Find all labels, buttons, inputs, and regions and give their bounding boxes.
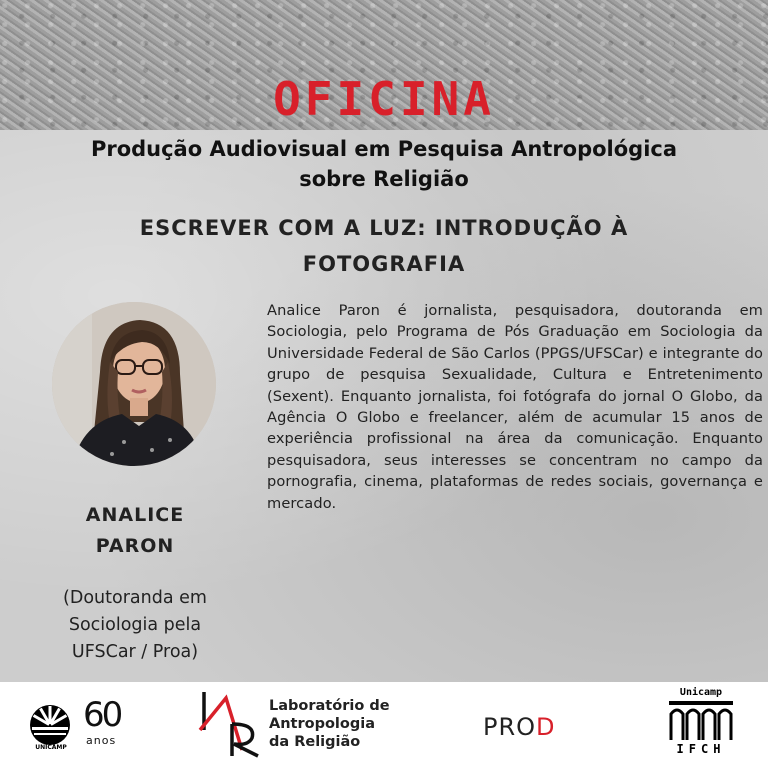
speaker-photo bbox=[52, 302, 216, 466]
proa-logo-prefix: PRO bbox=[483, 713, 537, 741]
lar-line-3: da Religião bbox=[269, 734, 361, 750]
workshop-title bbox=[60, 210, 708, 282]
ifch-arch-icon bbox=[668, 700, 734, 740]
speaker-affiliation bbox=[32, 585, 238, 666]
unicamp-logo-icon bbox=[28, 703, 72, 747]
ifch-label: IFCH bbox=[676, 742, 726, 756]
speaker-name-line-1: ANALICE bbox=[85, 504, 185, 526]
proa-logo bbox=[483, 713, 556, 741]
sixty-years-label: anos bbox=[86, 734, 117, 747]
unicamp-label: UNICAMP bbox=[35, 744, 67, 751]
page-title: OFICINA bbox=[273, 72, 495, 126]
lar-line-2: Antropologia bbox=[269, 716, 375, 732]
lar-logo-icon bbox=[196, 690, 266, 758]
speaker-bio: Analice Paron é jornalista, pesquisadora, doutoranda em Sociologia, pelo Programa de Pós Graduação em Sociologia da Universidade Federal de São Carlos (PPGS/UFSCar) e integrante do grupo de pesquisa Sexualidade, Cultura e Entretenimento (Sexent). Enquanto jornalista, foi fotógrafa do jornal O Globo, da Agência O Globo e freelancer, além de acumular 15 anos de experiência profissional na área da comunicação. Enquanto pesquisadora, seus interesses se concentram no campo da pornografia, cinema, plataformas de redes sociais, governança e mercado. bbox=[267, 302, 763, 512]
lar-line-1: Laboratório de bbox=[269, 698, 390, 714]
subtitle-line-1: Produção Audiovisual em Pesquisa Antropológica bbox=[90, 137, 678, 161]
proa-logo-suffix: D bbox=[536, 713, 556, 741]
event-subtitle bbox=[20, 134, 748, 194]
speaker-name-line-2: PARON bbox=[95, 535, 175, 557]
sixty-years-number: 60 bbox=[83, 695, 121, 735]
workshop-title-line-2: FOTOGRAFIA bbox=[302, 252, 466, 276]
speaker-name bbox=[40, 500, 230, 562]
ifch-unicamp-label: Unicamp bbox=[679, 687, 723, 698]
affiliation-line-2: Sociologia pela bbox=[68, 615, 202, 635]
affiliation-line-1: (Doutoranda em bbox=[63, 588, 207, 608]
affiliation-line-3: UFSCar / Proa) bbox=[71, 642, 199, 662]
lar-name bbox=[269, 697, 429, 751]
workshop-title-line-1: ESCREVER COM A LUZ: INTRODUÇÃO À bbox=[139, 216, 629, 240]
subtitle-line-2: sobre Religião bbox=[299, 167, 469, 191]
